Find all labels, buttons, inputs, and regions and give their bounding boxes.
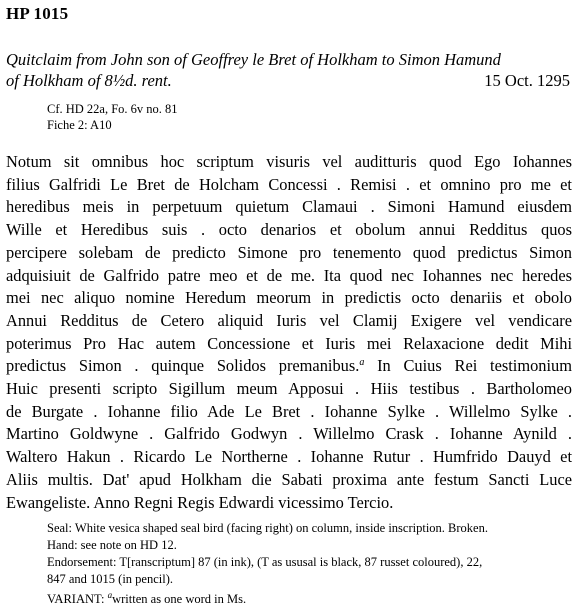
references: [47, 101, 178, 133]
text-line-head: predictus Simon . quinque Solidos premanibus.: [6, 356, 360, 376]
text-line: Ewangeliste. Anno Regni Regis Edwardi vicessimo Tercio.: [6, 492, 394, 512]
reference-line: Cf. HD 22a, Fo. 6v no. 81: [47, 102, 178, 116]
seal-note: Seal: White vesica shaped seal bird (facing right) on column, inside inscription. Broken.: [47, 521, 488, 535]
text-line: heredibus meis in perpetuum quietum Clamaui . Simoni Hamund eiusdem: [6, 197, 572, 217]
text-line: mei nec aliquo nomine Heredum meorum in predictis octo denariis et obolo: [6, 288, 572, 308]
document-title: [6, 49, 572, 91]
text-line: Waltero Hakun . Ricardo Le Northerne . Iohanne Rutur . Humfrido Dauyd et: [6, 447, 572, 467]
title-line-2: of Holkham of 8½d. rent.: [6, 71, 172, 90]
text-line: poterimus Pro Hac autem Concessione et Iuris mei Relaxacione dedit Mihi: [6, 333, 572, 353]
latin-text: [6, 151, 572, 514]
variant-marker: a: [107, 590, 113, 600]
text-line: filius Galfridi Le Bret de Holcham Concessi . Remisi . et omnino pro me et: [6, 174, 572, 194]
text-line: de Burgate . Iohanne filio Ade Le Bret . Iohanne Sylke . Willelmo Sylke .: [6, 401, 572, 421]
hand-note: Hand: see note on HD 12.: [47, 538, 177, 552]
document-number: HP 1015: [6, 4, 69, 23]
note-marker: a: [359, 357, 365, 369]
reference-line: Fiche 2: A10: [47, 118, 112, 132]
text-line: Aliis multis. Dat' apud Holkham die Sabati proxima ante festum Sancti Luce: [6, 469, 572, 489]
text-line: Martino Goldwyne . Galfrido Godwyn . Willelmo Crask . Iohanne Aynild .: [6, 424, 572, 444]
document-date: 15 Oct. 1295: [484, 71, 570, 90]
variant-label: VARIANT:: [47, 592, 105, 606]
variant-note: [47, 591, 246, 607]
text-line: adquisiuit de Galfrido patre meo et de me. Ita quod nec Iohannes nec heredes: [6, 265, 572, 285]
text-line: Notum sit omnibus hoc scriptum visuris vel auditturis quod Ego Iohannes: [6, 152, 572, 171]
endorsement-note: Endorsement: T[ranscriptum] 87 (in ink), (T as ususal is black, 87 russet coloured), 22,: [47, 555, 483, 569]
title-line-1: Quitclaim from John son of Geoffrey le Bret of Holkham to Simon Hamund: [6, 50, 501, 69]
text-line: percipere solebam de predicto Simone pro tenemento quod predictus Simon: [6, 242, 572, 262]
text-line: Wille et Heredibus suis . octo denarios et obolum annui Redditus quos: [6, 220, 572, 240]
text-line-tail: In Cuius Rei testimonium: [377, 356, 572, 376]
document-notes: [47, 520, 567, 588]
endorsement-note-cont: 847 and 1015 (in pencil).: [47, 572, 174, 586]
text-line: Annui Redditus de Cetero aliquid Iuris vel Clamij Exigere vel vendicare: [6, 310, 572, 330]
text-line: Huic presenti scripto Sigillum meum Apposui . Hiis testibus . Bartholomeo: [6, 379, 572, 399]
variant-text: written as one word in Ms.: [112, 592, 247, 606]
text-line-with-note: [6, 355, 572, 378]
